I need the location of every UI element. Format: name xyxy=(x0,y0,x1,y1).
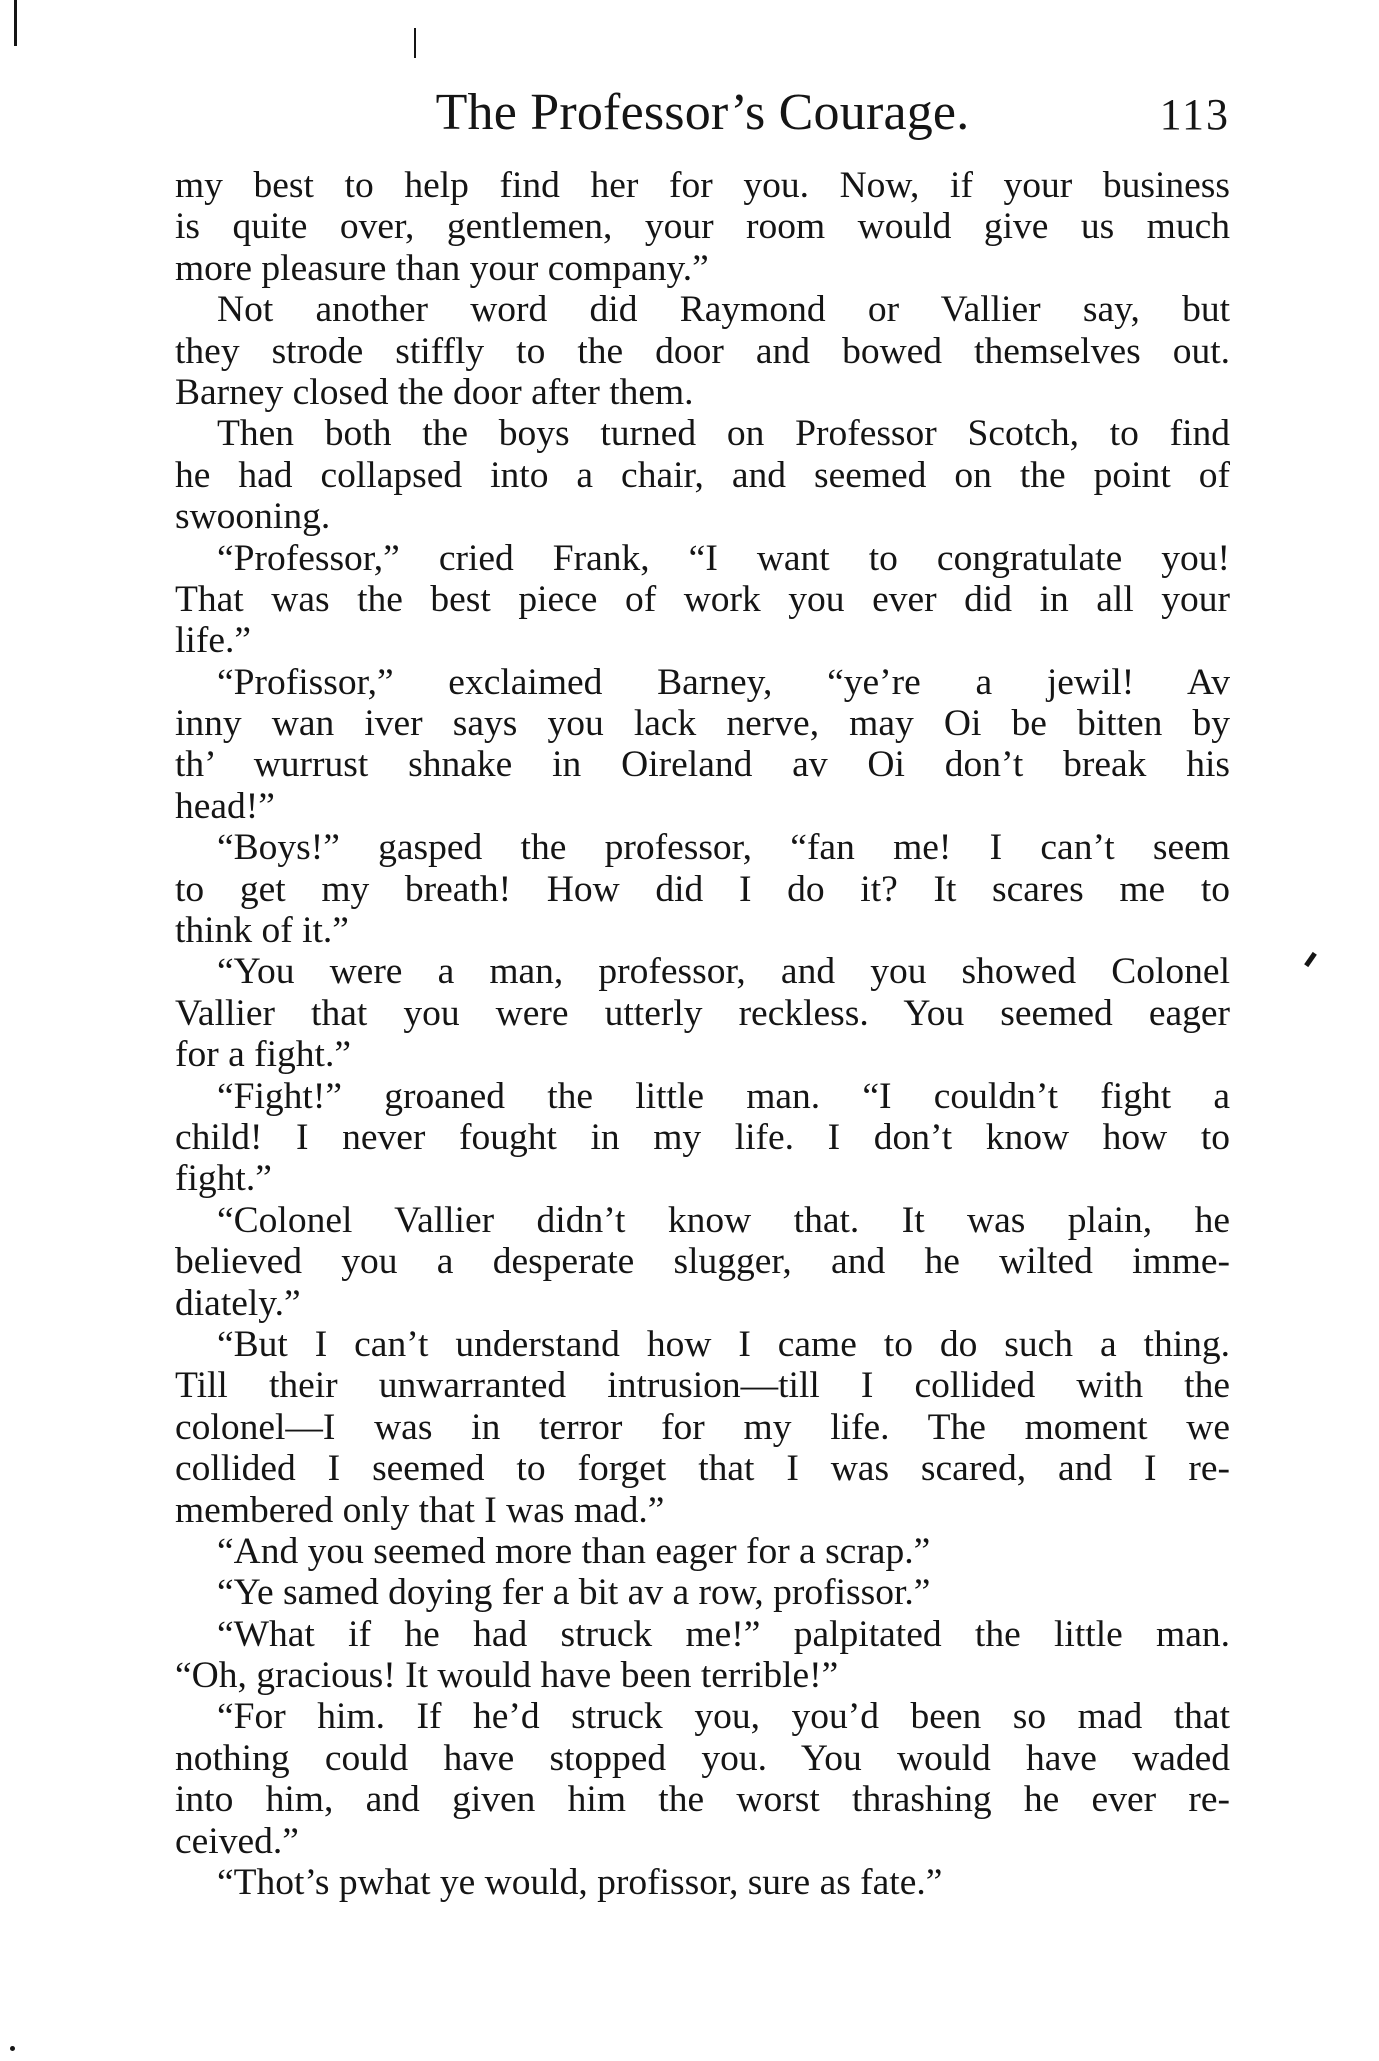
text-line: Till their unwarranted intrusion—till I collided with the xyxy=(175,1365,1230,1407)
text-line: “Thot’s pwhat ye would, profissor, sure as fate.” xyxy=(217,1862,943,1904)
page-header xyxy=(175,78,1230,148)
text-line: believed you a desperate slugger, and he wilted imme- xyxy=(175,1241,1230,1283)
text-line: they strode stiffly to the door and bowed themselves out. xyxy=(175,330,1230,372)
text-line: th’ wurrust shnake in Oireland av Oi don’t break his xyxy=(175,744,1230,786)
text-line: “Colonel Vallier didn’t know that. It was plain, he xyxy=(217,1199,1230,1241)
text-line: membered only that I was mad.” xyxy=(175,1489,665,1531)
text-line: into him, and given him the worst thrashing he ever re- xyxy=(175,1779,1230,1821)
text-line: “Ye samed doying fer a bit av a row, profissor.” xyxy=(217,1572,931,1614)
text-line: for a fight.” xyxy=(175,1034,351,1076)
text-line: “Fight!” groaned the little man. “I couldn’t fight a xyxy=(217,1075,1230,1117)
text-line: is quite over, gentlemen, your room would give us much xyxy=(175,206,1230,248)
text-line: child! I never fought in my life. I don’t know how to xyxy=(175,1116,1230,1158)
text-line: ceived.” xyxy=(175,1820,299,1862)
text-line: inny wan iver says you lack nerve, may Oi be bitten by xyxy=(175,703,1230,745)
scan-mark xyxy=(1304,952,1317,967)
text-line: Barney closed the door after them. xyxy=(175,371,694,413)
text-line: he had collapsed into a chair, and seemed on the point of xyxy=(175,454,1230,496)
text-line: colonel—I was in terror for my life. The moment we xyxy=(175,1406,1230,1448)
text-line: head!” xyxy=(175,785,275,827)
text-line: “Professor,” cried Frank, “I want to congratulate you! xyxy=(217,537,1230,579)
text-line: “But I can’t understand how I came to do such a thing. xyxy=(217,1323,1230,1365)
text-line: That was the best piece of work you ever did in all your xyxy=(175,578,1230,620)
text-line: think of it.” xyxy=(175,910,349,952)
text-line: “Profissor,” exclaimed Barney, “ye’re a jewil! Av xyxy=(217,661,1230,703)
text-line: Not another word did Raymond or Vallier say, but xyxy=(217,289,1230,331)
text-line: Then both the boys turned on Professor Scotch, to find xyxy=(217,413,1230,455)
text-line: “Oh, gracious! It would have been terrible!” xyxy=(175,1655,839,1697)
text-line: “For him. If he’d struck you, you’d been so mad that xyxy=(217,1696,1230,1738)
page-number: 113 xyxy=(1159,90,1230,139)
text-line: “You were a man, professor, and you showed Colonel xyxy=(217,951,1230,993)
text-line: “What if he had struck me!” palpitated the little man. xyxy=(217,1613,1230,1655)
body-text xyxy=(175,165,1230,1903)
scan-mark xyxy=(414,28,416,58)
text-line: to get my breath! How did I do it? It scares me to xyxy=(175,868,1230,910)
text-line: “And you seemed more than eager for a scrap.” xyxy=(217,1530,931,1572)
text-line: nothing could have stopped you. You would have waded xyxy=(175,1737,1230,1779)
text-line: collided I seemed to forget that I was scared, and I re- xyxy=(175,1448,1230,1490)
running-title: The Professor’s Courage. xyxy=(435,84,970,141)
text-line: diately.” xyxy=(175,1282,301,1324)
text-line: fight.” xyxy=(175,1158,272,1200)
text-line: “Boys!” gasped the professor, “fan me! I can’t seem xyxy=(217,827,1230,869)
text-line: swooning. xyxy=(175,496,331,538)
text-line: life.” xyxy=(175,620,251,662)
scan-mark xyxy=(14,0,17,46)
text-line: my best to help find her for you. Now, if your business xyxy=(175,165,1230,206)
text-line: Vallier that you were utterly reckless. You seemed eager xyxy=(175,992,1230,1034)
scan-mark xyxy=(10,2046,15,2051)
text-line: more pleasure than your company.” xyxy=(175,247,709,289)
